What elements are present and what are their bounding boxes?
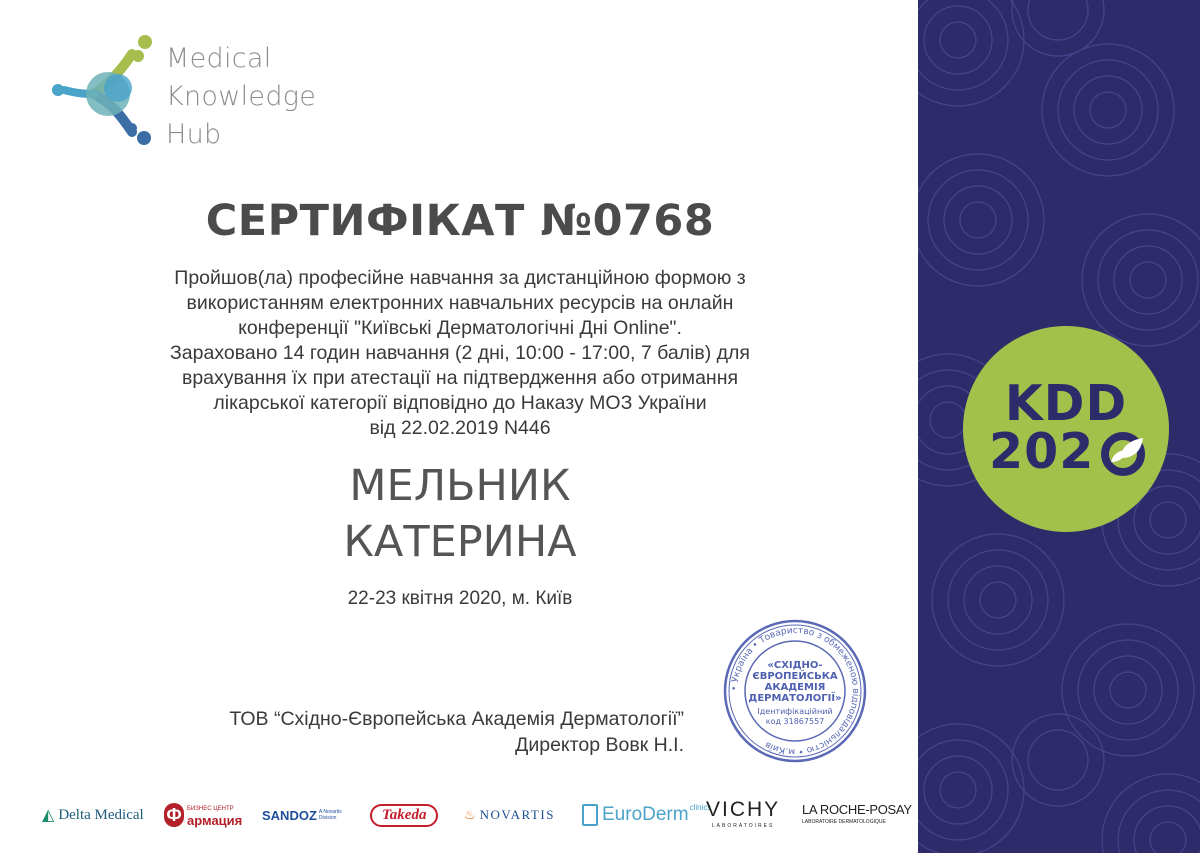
body-line: використанням електронних навчальних ресурсів на онлайн — [186, 292, 734, 314]
logo-line-1: Medical — [166, 43, 272, 74]
body-line: Пройшов(ла) професійне навчання за дистанційною формою з — [174, 267, 746, 289]
stamp-line: ЄВРОПЕЙСЬКА — [752, 671, 838, 682]
novartis-logo — [464, 795, 555, 835]
body-line: лікарської категорії відповідно до Наказу МОЗ України — [213, 392, 707, 414]
organization-name: ТОВ “Східно-Європейська Академія Дерматології” — [229, 708, 684, 730]
takeda-logo — [370, 795, 438, 835]
sandoz-text: SANDOZ — [262, 807, 317, 823]
vichy-text: VICHY — [706, 797, 781, 821]
stamp-line: Ідентифікаційний — [757, 707, 833, 716]
farmacia-icon: Ф — [164, 803, 184, 827]
official-stamp — [722, 618, 868, 764]
stamp-ring-text: • Україна • Товариство з обмеженою відповідальністю • м.Київ — [729, 625, 861, 757]
medical-knowledge-hub-logo — [50, 32, 350, 152]
logo-line-2: Knowledge — [166, 81, 317, 112]
director-name: Директор Вовк Н.І. — [515, 734, 684, 756]
la-roche-posay-logo — [802, 795, 912, 835]
body-line: Зараховано 14 годин навчання (2 дні, 10:00 - 17:00, 7 балів) для — [170, 342, 750, 364]
farmacia-small-text: БИЗНЕС ЦЕНТР — [187, 806, 234, 812]
sandoz-logo — [262, 795, 355, 835]
certificate-title: СЕРТИФІКАТ №0768 — [205, 196, 715, 246]
recipient-name — [0, 458, 920, 570]
stamp-line: ДЕРМАТОЛОГІЇ» — [748, 693, 842, 704]
certificate-body — [60, 266, 860, 441]
kdd-badge-line-1: KDD — [1004, 375, 1128, 432]
euroderm-logo — [582, 795, 711, 835]
stamp-line: «СХІДНО- — [767, 660, 823, 671]
recipient-surname: МЕЛЬНИК — [349, 461, 571, 511]
delta-medical-logo — [42, 795, 144, 835]
signature-block — [0, 706, 700, 758]
euroderm-icon — [582, 804, 598, 826]
takeda-text: Takeda — [370, 804, 438, 827]
molecule-logo-icon — [50, 32, 158, 150]
farmacia-text: армация — [187, 813, 243, 828]
kdd-badge-line-2: 202 — [989, 423, 1095, 480]
kdd-2020-badge — [963, 326, 1169, 532]
recipient-first-name: КАТЕРИНА — [343, 517, 577, 567]
vichy-logo — [706, 795, 780, 835]
novartis-text: NOVARTIS — [479, 807, 555, 822]
body-line: конференції "Київські Дерматологічні Дні Online". — [238, 317, 682, 339]
la-roche-posay-sub-text: LABORATOIRE DERMATOLOGIQUE — [802, 819, 886, 825]
euroderm-text: EuroDerm — [602, 804, 689, 825]
la-roche-posay-text: LA ROCHE-POSAY — [802, 802, 912, 817]
farmacia-logo — [164, 795, 242, 835]
vichy-sub-text: LABORATOIRES — [711, 822, 775, 829]
event-date: 22-23 квітня 2020, м. Київ — [347, 588, 573, 609]
delta-icon: ◭ — [42, 807, 55, 824]
body-line: врахування їх при атестації на підтвердження або отримання — [181, 367, 739, 389]
body-line: від 22.02.2019 N446 — [369, 417, 551, 439]
delta-medical-text: Delta Medical — [58, 806, 144, 823]
stamp-line: АКАДЕМІЯ — [764, 682, 826, 693]
stamp-line: код 31867557 — [765, 717, 825, 726]
euroderm-small-text: clinics — [689, 802, 712, 812]
sandoz-sub-text: A Novartis Division — [318, 809, 342, 821]
logo-line-3: Hub — [166, 119, 222, 150]
leaf-zero-icon — [1101, 430, 1147, 476]
logo-wordmark — [166, 40, 316, 154]
novartis-flame-icon: ♨ — [464, 807, 476, 822]
sponsor-logos — [40, 795, 920, 835]
